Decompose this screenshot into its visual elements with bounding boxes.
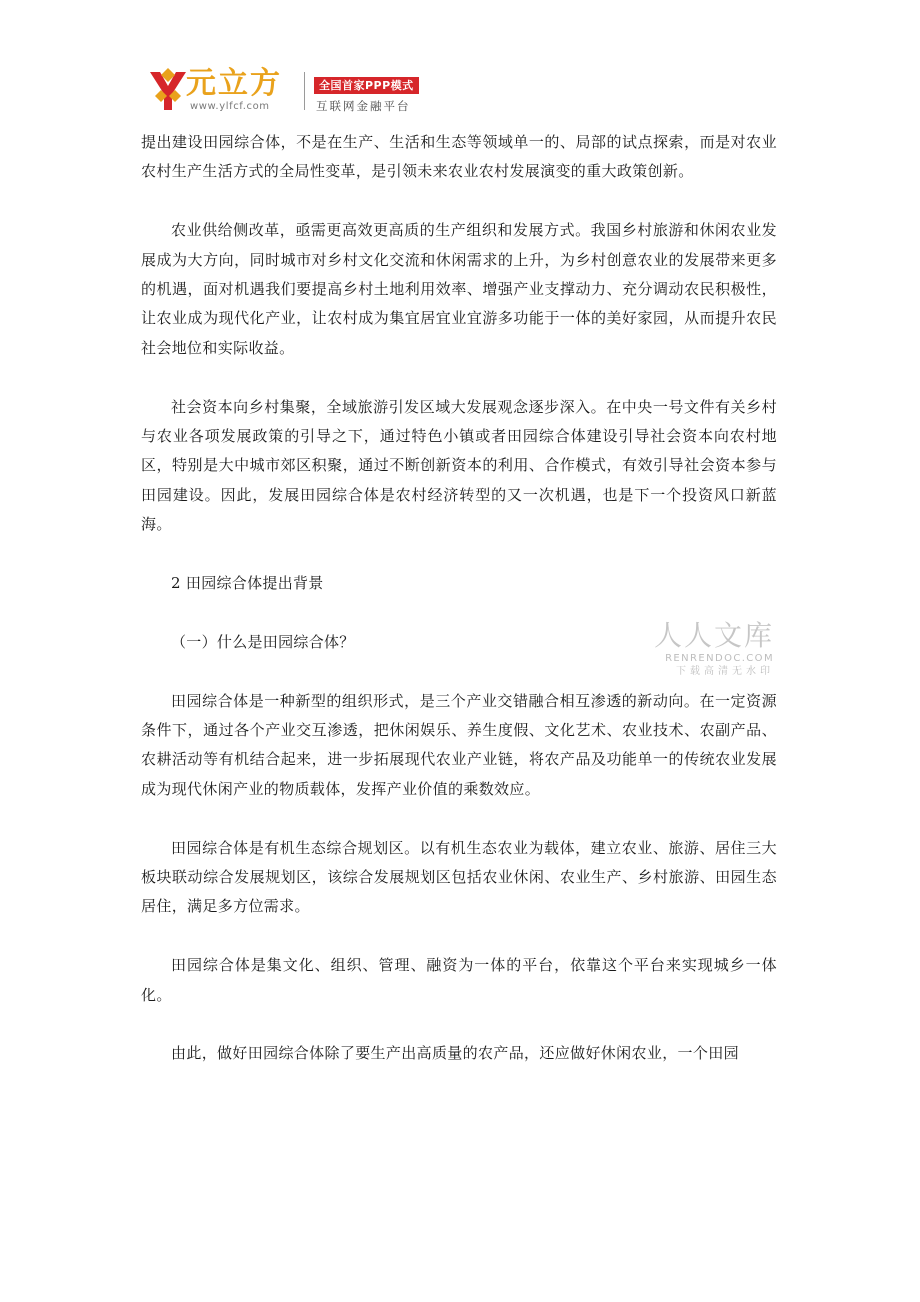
logo-name: 元立方 — [186, 66, 282, 101]
paragraph-4: 田园综合体是一种新型的组织形式，是三个产业交错融合相互渗透的新动向。在一定资源条件下，通过各个产业交互渗透，把休闲娱乐、养生度假、文化艺术、农业技术、农副产品、农耕活动等有机结合起来，进一步拓展现代农业产业链，将农产品及功能单一的传统农业发展成为现代休闲产业的物质载体，发挥产业价值的乘数效应。 — [141, 691, 777, 798]
watermark-domain: RENRENDOC.COM — [665, 653, 774, 664]
slogan-badge: 全国首家PPP模式 — [314, 77, 419, 94]
page-header — [146, 66, 446, 116]
slogan-subtitle: 互联网金融平台 — [316, 99, 411, 113]
renrendoc-watermark — [640, 620, 774, 678]
logo-url: www.ylfcf.com — [190, 101, 270, 112]
subsection-heading: （一）什么是田园综合体？ — [171, 632, 355, 651]
paragraph-2: 农业供给侧改革，亟需更高效更高质的生产组织和发展方式。我国乡村旅游和休闲农业发展成为大方向，同时城市对乡村文化交流和休闲需求的上升，为乡村创意农业的发展带来更多的机遇，面对机遇我们要提高乡村土地利用效率、增强产业支撑动力、充分调动农民积极性，让农业成为现代化产业，让农村成为集宜居宜业宜游多功能于一体的美好家园，从而提升农民社会地位和实际收益。 — [141, 221, 777, 357]
paragraph-3: 社会资本向乡村集聚，全域旅游引发区域大发展观念逐步深入。在中央一号文件有关乡村与农业各项发展政策的引导之下，通过特色小镇或者田园综合体建设引导社会资本向农村地区，特别是大中城市郊区积聚，通过不断创新资本的利用、合作模式，有效引导社会资本参与田园建设。因此，发展田园综合体是农村经济转型的又一次机遇，也是下一个投资风口新蓝海。 — [141, 397, 777, 534]
paragraph-5: 田园综合体是有机生态综合规划区。以有机生态农业为载体，建立农业、旅游、居住三大板块联动综合发展规划区，该综合发展规划区包括农业休闲、农业生产、乡村旅游、田园生态居住，满足多方位需求。 — [141, 838, 777, 916]
yuanlifang-logo-icon — [146, 66, 190, 112]
watermark-subtitle: 下载高清无水印 — [676, 666, 774, 677]
paragraph-6: 田园综合体是集文化、组织、管理、融资为一体的平台，依靠这个平台来实现城乡一体化。 — [141, 956, 777, 1004]
header-divider — [304, 72, 305, 110]
watermark-title: 人人文库 — [653, 619, 774, 652]
section-heading: 2 田园综合体提出背景 — [171, 574, 324, 593]
paragraph-7: 由此，做好田园综合体除了要生产出高质量的农产品，还应做好休闲农业，一个田园 — [171, 1044, 739, 1063]
document-body — [141, 128, 777, 1069]
paragraph-1: 提出建设田园综合体，不是在生产、生活和生态等领域单一的、局部的试点探索，而是对农业农村生产生活方式的全局性变革，是引领未来农业农村发展演变的重大政策创新。 — [141, 133, 777, 181]
